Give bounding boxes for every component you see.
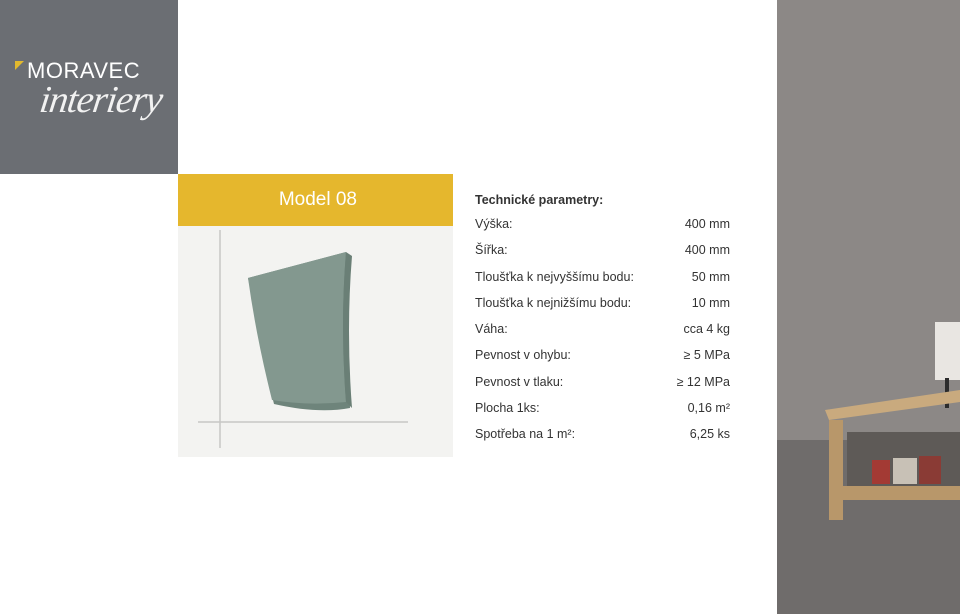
param-row xyxy=(475,348,730,374)
param-row xyxy=(475,427,730,453)
product-image xyxy=(178,226,453,457)
param-label: Pevnost v tlaku: xyxy=(475,374,564,389)
param-value: 50 mm xyxy=(691,269,730,284)
param-value: ≥ 5 MPa xyxy=(683,348,730,363)
param-value: ≥ 12 MPa xyxy=(676,374,730,389)
param-row xyxy=(475,217,730,243)
shelf-bottom xyxy=(843,486,960,500)
param-label: Tloušťka k nejvyššímu bodu: xyxy=(475,269,634,284)
param-label: Tloušťka k nejnižšímu bodu: xyxy=(475,295,632,310)
param-row xyxy=(475,243,730,269)
param-row xyxy=(475,296,730,322)
param-value: 400 mm xyxy=(684,217,730,231)
interior-photo xyxy=(777,0,960,614)
logo-panel xyxy=(0,0,178,174)
brand-name: MORAVEC xyxy=(27,58,141,83)
panel-face xyxy=(248,252,346,404)
param-value: cca 4 kg xyxy=(683,322,730,337)
param-value: 0,16 m² xyxy=(687,401,730,416)
param-value: 10 mm xyxy=(691,295,730,310)
param-row xyxy=(475,322,730,348)
param-row xyxy=(475,270,730,296)
shelf-leg xyxy=(829,420,843,520)
param-label: Spotřeba na 1 m²: xyxy=(475,427,576,442)
brand-script: interiery xyxy=(37,79,165,121)
param-value: 400 mm xyxy=(684,243,730,258)
params-title: Technické parametry: xyxy=(475,193,604,207)
param-label: Výška: xyxy=(475,217,513,231)
logo-mark-icon xyxy=(15,61,24,70)
param-value: 6,25 ks xyxy=(689,427,730,442)
book-3 xyxy=(919,456,941,484)
book-2 xyxy=(893,458,917,484)
model-title: Model 08 xyxy=(278,189,357,210)
book-1 xyxy=(872,460,890,484)
param-label: Váha: xyxy=(475,322,508,337)
param-row xyxy=(475,375,730,401)
lamp-shade xyxy=(935,322,960,380)
param-row xyxy=(475,401,730,427)
param-label: Plocha 1ks: xyxy=(475,401,540,416)
param-label: Pevnost v ohybu: xyxy=(475,348,571,363)
technical-parameters xyxy=(475,193,730,454)
model-banner xyxy=(178,174,453,226)
param-label: Šířka: xyxy=(475,243,508,258)
